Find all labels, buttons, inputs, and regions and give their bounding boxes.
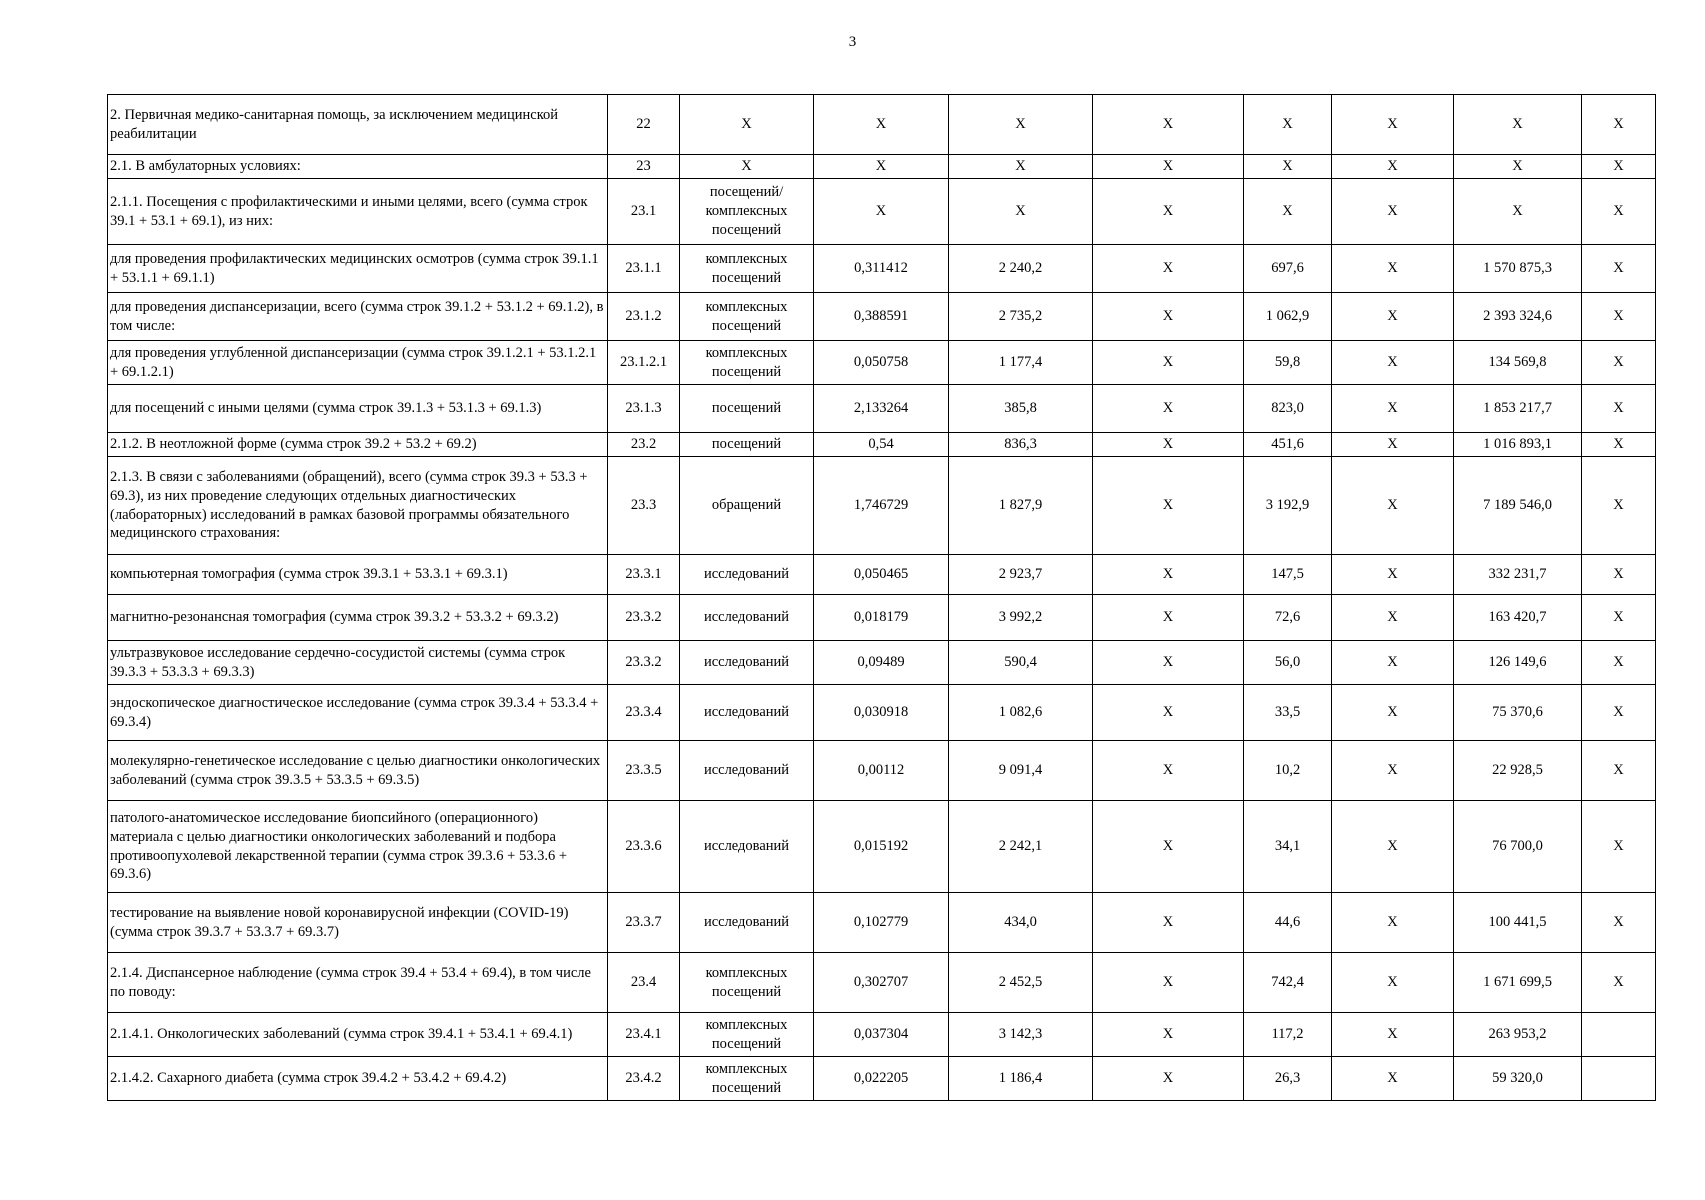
row-code-cell: 23.3.1 bbox=[608, 555, 680, 595]
table-row bbox=[108, 1013, 1656, 1057]
col-x-2-cell: Х bbox=[1332, 293, 1454, 341]
row-name-cell: для посещений с иными целями (сумма строк 39.1.3 + 53.1.3 + 69.1.3) bbox=[108, 385, 608, 433]
col-x-1-cell: Х bbox=[1093, 245, 1244, 293]
col-x-2-cell: Х bbox=[1332, 341, 1454, 385]
per-capita-cell: Х bbox=[1244, 95, 1332, 155]
per-capita-cell: 823,0 bbox=[1244, 385, 1332, 433]
col-x-3-cell: Х bbox=[1582, 385, 1656, 433]
unit-cell: исследований bbox=[680, 893, 814, 953]
volume-norm-cell: Х bbox=[814, 155, 949, 179]
col-x-3-cell: Х bbox=[1582, 893, 1656, 953]
col-x-1-cell: Х bbox=[1093, 641, 1244, 685]
col-x-3-cell: Х bbox=[1582, 555, 1656, 595]
row-name-cell: 2.1.4. Диспансерное наблюдение (сумма строк 39.4 + 53.4 + 69.4), в том числе по поводу: bbox=[108, 953, 608, 1013]
per-capita-cell: 33,5 bbox=[1244, 685, 1332, 741]
cost-norm-cell: 3 142,3 bbox=[949, 1013, 1093, 1057]
row-code-cell: 23.1 bbox=[608, 179, 680, 245]
per-capita-cell: 26,3 bbox=[1244, 1057, 1332, 1101]
col-x-2-cell: Х bbox=[1332, 457, 1454, 555]
table-row bbox=[108, 953, 1656, 1013]
total-sum-cell: 332 231,7 bbox=[1454, 555, 1582, 595]
total-sum-cell: 126 149,6 bbox=[1454, 641, 1582, 685]
volume-norm-cell: 0,54 bbox=[814, 433, 949, 457]
col-x-3-cell: Х bbox=[1582, 155, 1656, 179]
unit-cell: Х bbox=[680, 155, 814, 179]
row-name-cell: магнитно-резонансная томография (сумма строк 39.3.2 + 53.3.2 + 69.3.2) bbox=[108, 595, 608, 641]
unit-cell: исследований bbox=[680, 741, 814, 801]
unit-cell: комплексных посещений bbox=[680, 1057, 814, 1101]
cost-norm-cell: 2 240,2 bbox=[949, 245, 1093, 293]
col-x-3-cell: Х bbox=[1582, 741, 1656, 801]
row-code-cell: 23.3.2 bbox=[608, 595, 680, 641]
table-row bbox=[108, 685, 1656, 741]
total-sum-cell: 7 189 546,0 bbox=[1454, 457, 1582, 555]
col-x-1-cell: Х bbox=[1093, 95, 1244, 155]
unit-cell: комплексных посещений bbox=[680, 293, 814, 341]
total-sum-cell: 1 853 217,7 bbox=[1454, 385, 1582, 433]
unit-cell: комплексных посещений bbox=[680, 341, 814, 385]
col-x-3-cell: Х bbox=[1582, 245, 1656, 293]
total-sum-cell: 1 671 699,5 bbox=[1454, 953, 1582, 1013]
volume-norm-cell: 0,388591 bbox=[814, 293, 949, 341]
col-x-2-cell: Х bbox=[1332, 641, 1454, 685]
volume-norm-cell: Х bbox=[814, 179, 949, 245]
total-sum-cell: 163 420,7 bbox=[1454, 595, 1582, 641]
row-name-cell: 2.1. В амбулаторных условиях: bbox=[108, 155, 608, 179]
unit-cell: комплексных посещений bbox=[680, 245, 814, 293]
row-name-cell: патолого-анатомическое исследование биопсийного (операционного) материала с целью диагностики онкологических заболеваний и подбора противоопухолевой лекарственной терапии (сумма строк 39.3.6 + 53.3.6 + 69.3.6) bbox=[108, 801, 608, 893]
volume-norm-cell: 0,102779 bbox=[814, 893, 949, 953]
table-row bbox=[108, 385, 1656, 433]
cost-norm-cell: 1 082,6 bbox=[949, 685, 1093, 741]
row-code-cell: 23.4 bbox=[608, 953, 680, 1013]
cost-norm-cell: 1 177,4 bbox=[949, 341, 1093, 385]
total-sum-cell: 76 700,0 bbox=[1454, 801, 1582, 893]
col-x-3-cell: Х bbox=[1582, 293, 1656, 341]
row-code-cell: 23.3.2 bbox=[608, 641, 680, 685]
row-name-cell: 2.1.3. В связи с заболеваниями (обращений), всего (сумма строк 39.3 + 53.3 + 69.3), из них проведение следующих отдельных диагностических (лабораторных) исследований в рамках базовой программы обязательного медицинского страхования: bbox=[108, 457, 608, 555]
data-table bbox=[107, 94, 1656, 1101]
row-name-cell: 2.1.2. В неотложной форме (сумма строк 39.2 + 53.2 + 69.2) bbox=[108, 433, 608, 457]
total-sum-cell: 59 320,0 bbox=[1454, 1057, 1582, 1101]
unit-cell: комплексных посещений bbox=[680, 1013, 814, 1057]
cost-norm-cell: 3 992,2 bbox=[949, 595, 1093, 641]
unit-cell: исследований bbox=[680, 641, 814, 685]
table-row bbox=[108, 555, 1656, 595]
unit-cell: посещений/ комплексных посещений bbox=[680, 179, 814, 245]
col-x-3-cell: Х bbox=[1582, 801, 1656, 893]
per-capita-cell: 56,0 bbox=[1244, 641, 1332, 685]
col-x-2-cell: Х bbox=[1332, 433, 1454, 457]
unit-cell: комплексных посещений bbox=[680, 953, 814, 1013]
col-x-3-cell: Х bbox=[1582, 433, 1656, 457]
col-x-3-cell: Х bbox=[1582, 341, 1656, 385]
col-x-2-cell: Х bbox=[1332, 95, 1454, 155]
col-x-1-cell: Х bbox=[1093, 457, 1244, 555]
col-x-1-cell: Х bbox=[1093, 385, 1244, 433]
per-capita-cell: 451,6 bbox=[1244, 433, 1332, 457]
cost-norm-cell: Х bbox=[949, 179, 1093, 245]
row-name-cell: 2.1.4.1. Онкологических заболеваний (сумма строк 39.4.1 + 53.4.1 + 69.4.1) bbox=[108, 1013, 608, 1057]
volume-norm-cell: 0,015192 bbox=[814, 801, 949, 893]
unit-cell: Х bbox=[680, 95, 814, 155]
col-x-2-cell: Х bbox=[1332, 385, 1454, 433]
col-x-1-cell: Х bbox=[1093, 685, 1244, 741]
total-sum-cell: 2 393 324,6 bbox=[1454, 293, 1582, 341]
col-x-2-cell: Х bbox=[1332, 155, 1454, 179]
col-x-3-cell: Х bbox=[1582, 179, 1656, 245]
table-row bbox=[108, 457, 1656, 555]
volume-norm-cell: 0,022205 bbox=[814, 1057, 949, 1101]
table-row bbox=[108, 245, 1656, 293]
row-code-cell: 23.1.2 bbox=[608, 293, 680, 341]
total-sum-cell: Х bbox=[1454, 155, 1582, 179]
row-name-cell: эндоскопическое диагностическое исследование (сумма строк 39.3.4 + 53.3.4 + 69.3.4) bbox=[108, 685, 608, 741]
row-name-cell: 2. Первичная медико-санитарная помощь, за исключением медицинской реабилитации bbox=[108, 95, 608, 155]
col-x-3-cell: Х bbox=[1582, 685, 1656, 741]
per-capita-cell: 34,1 bbox=[1244, 801, 1332, 893]
table-row bbox=[108, 341, 1656, 385]
cost-norm-cell: 9 091,4 bbox=[949, 741, 1093, 801]
row-code-cell: 23.3.6 bbox=[608, 801, 680, 893]
row-code-cell: 22 bbox=[608, 95, 680, 155]
total-sum-cell: 22 928,5 bbox=[1454, 741, 1582, 801]
col-x-2-cell: Х bbox=[1332, 801, 1454, 893]
volume-norm-cell: 1,746729 bbox=[814, 457, 949, 555]
unit-cell: исследований bbox=[680, 801, 814, 893]
cost-norm-cell: 385,8 bbox=[949, 385, 1093, 433]
col-x-3-cell: Х bbox=[1582, 641, 1656, 685]
row-name-cell: компьютерная томография (сумма строк 39.3.1 + 53.3.1 + 69.3.1) bbox=[108, 555, 608, 595]
volume-norm-cell: Х bbox=[814, 95, 949, 155]
table-row bbox=[108, 1057, 1656, 1101]
volume-norm-cell: 0,037304 bbox=[814, 1013, 949, 1057]
row-code-cell: 23.3.7 bbox=[608, 893, 680, 953]
row-name-cell: тестирование на выявление новой коронавирусной инфекции (COVID-19) (сумма строк 39.3.7 + 53.3.7 + 69.3.7) bbox=[108, 893, 608, 953]
volume-norm-cell: 0,050758 bbox=[814, 341, 949, 385]
col-x-2-cell: Х bbox=[1332, 953, 1454, 1013]
row-code-cell: 23.2 bbox=[608, 433, 680, 457]
unit-cell: обращений bbox=[680, 457, 814, 555]
table-row bbox=[108, 293, 1656, 341]
per-capita-cell: Х bbox=[1244, 179, 1332, 245]
col-x-3-cell bbox=[1582, 1057, 1656, 1101]
row-name-cell: 2.1.1. Посещения с профилактическими и иными целями, всего (сумма строк 39.1 + 53.1 + 69.1), из них: bbox=[108, 179, 608, 245]
cost-norm-cell: 1 186,4 bbox=[949, 1057, 1093, 1101]
col-x-1-cell: Х bbox=[1093, 293, 1244, 341]
row-code-cell: 23.3 bbox=[608, 457, 680, 555]
total-sum-cell: Х bbox=[1454, 179, 1582, 245]
volume-norm-cell: 0,311412 bbox=[814, 245, 949, 293]
col-x-2-cell: Х bbox=[1332, 179, 1454, 245]
cost-norm-cell: 2 735,2 bbox=[949, 293, 1093, 341]
col-x-1-cell: Х bbox=[1093, 1013, 1244, 1057]
total-sum-cell: 1 570 875,3 bbox=[1454, 245, 1582, 293]
cost-norm-cell: 1 827,9 bbox=[949, 457, 1093, 555]
row-name-cell: для проведения углубленной диспансеризации (сумма строк 39.1.2.1 + 53.1.2.1 + 69.1.2.1) bbox=[108, 341, 608, 385]
table-row bbox=[108, 893, 1656, 953]
col-x-3-cell: Х bbox=[1582, 953, 1656, 1013]
col-x-1-cell: Х bbox=[1093, 433, 1244, 457]
volume-norm-cell: 0,018179 bbox=[814, 595, 949, 641]
total-sum-cell: 1 016 893,1 bbox=[1454, 433, 1582, 457]
page-number: 3 bbox=[848, 34, 857, 50]
row-name-cell: ультразвуковое исследование сердечно-сосудистой системы (сумма строк 39.3.3 + 53.3.3 + 69.3.3) bbox=[108, 641, 608, 685]
volume-norm-cell: 0,00112 bbox=[814, 741, 949, 801]
row-name-cell: для проведения профилактических медицинских осмотров (сумма строк 39.1.1 + 53.1.1 + 69.1.1) bbox=[108, 245, 608, 293]
cost-norm-cell: 590,4 bbox=[949, 641, 1093, 685]
col-x-2-cell: Х bbox=[1332, 1013, 1454, 1057]
volume-norm-cell: 0,050465 bbox=[814, 555, 949, 595]
per-capita-cell: 3 192,9 bbox=[1244, 457, 1332, 555]
col-x-1-cell: Х bbox=[1093, 893, 1244, 953]
per-capita-cell: 72,6 bbox=[1244, 595, 1332, 641]
col-x-1-cell: Х bbox=[1093, 801, 1244, 893]
per-capita-cell: 742,4 bbox=[1244, 953, 1332, 1013]
row-code-cell: 23.1.2.1 bbox=[608, 341, 680, 385]
col-x-1-cell: Х bbox=[1093, 155, 1244, 179]
row-code-cell: 23.1.3 bbox=[608, 385, 680, 433]
total-sum-cell: 263 953,2 bbox=[1454, 1013, 1582, 1057]
volume-norm-cell: 0,302707 bbox=[814, 953, 949, 1013]
per-capita-cell: 117,2 bbox=[1244, 1013, 1332, 1057]
cost-norm-cell: 2 923,7 bbox=[949, 555, 1093, 595]
total-sum-cell: Х bbox=[1454, 95, 1582, 155]
row-name-cell: молекулярно-генетическое исследование с целью диагностики онкологических заболеваний (сумма строк 39.3.5 + 53.3.5 + 69.3.5) bbox=[108, 741, 608, 801]
table-row bbox=[108, 641, 1656, 685]
cost-norm-cell: Х bbox=[949, 95, 1093, 155]
unit-cell: исследований bbox=[680, 685, 814, 741]
unit-cell: посещений bbox=[680, 385, 814, 433]
col-x-1-cell: Х bbox=[1093, 595, 1244, 641]
table-row bbox=[108, 801, 1656, 893]
col-x-2-cell: Х bbox=[1332, 1057, 1454, 1101]
row-code-cell: 23.3.5 bbox=[608, 741, 680, 801]
table-row bbox=[108, 741, 1656, 801]
cost-norm-cell: 2 242,1 bbox=[949, 801, 1093, 893]
cost-norm-cell: 2 452,5 bbox=[949, 953, 1093, 1013]
total-sum-cell: 100 441,5 bbox=[1454, 893, 1582, 953]
volume-norm-cell: 0,09489 bbox=[814, 641, 949, 685]
per-capita-cell: 59,8 bbox=[1244, 341, 1332, 385]
unit-cell: исследований bbox=[680, 555, 814, 595]
col-x-1-cell: Х bbox=[1093, 555, 1244, 595]
row-code-cell: 23.4.2 bbox=[608, 1057, 680, 1101]
col-x-1-cell: Х bbox=[1093, 341, 1244, 385]
table-row bbox=[108, 155, 1656, 179]
row-name-cell: для проведения диспансеризации, всего (сумма строк 39.1.2 + 53.1.2 + 69.1.2), в том числе: bbox=[108, 293, 608, 341]
volume-norm-cell: 0,030918 bbox=[814, 685, 949, 741]
unit-cell: посещений bbox=[680, 433, 814, 457]
per-capita-cell: 697,6 bbox=[1244, 245, 1332, 293]
table-row bbox=[108, 433, 1656, 457]
per-capita-cell: 147,5 bbox=[1244, 555, 1332, 595]
table-body bbox=[108, 95, 1656, 1101]
row-code-cell: 23 bbox=[608, 155, 680, 179]
table-row bbox=[108, 179, 1656, 245]
table-row bbox=[108, 595, 1656, 641]
total-sum-cell: 134 569,8 bbox=[1454, 341, 1582, 385]
col-x-2-cell: Х bbox=[1332, 555, 1454, 595]
cost-norm-cell: 434,0 bbox=[949, 893, 1093, 953]
col-x-3-cell: Х bbox=[1582, 95, 1656, 155]
per-capita-cell: 10,2 bbox=[1244, 741, 1332, 801]
cost-norm-cell: Х bbox=[949, 155, 1093, 179]
col-x-1-cell: Х bbox=[1093, 179, 1244, 245]
col-x-1-cell: Х bbox=[1093, 953, 1244, 1013]
col-x-2-cell: Х bbox=[1332, 245, 1454, 293]
col-x-3-cell bbox=[1582, 1013, 1656, 1057]
col-x-2-cell: Х bbox=[1332, 741, 1454, 801]
col-x-2-cell: Х bbox=[1332, 595, 1454, 641]
row-code-cell: 23.4.1 bbox=[608, 1013, 680, 1057]
col-x-1-cell: Х bbox=[1093, 1057, 1244, 1101]
row-name-cell: 2.1.4.2. Сахарного диабета (сумма строк 39.4.2 + 53.4.2 + 69.4.2) bbox=[108, 1057, 608, 1101]
per-capita-cell: Х bbox=[1244, 155, 1332, 179]
per-capita-cell: 1 062,9 bbox=[1244, 293, 1332, 341]
row-code-cell: 23.3.4 bbox=[608, 685, 680, 741]
col-x-1-cell: Х bbox=[1093, 741, 1244, 801]
unit-cell: исследований bbox=[680, 595, 814, 641]
volume-norm-cell: 2,133264 bbox=[814, 385, 949, 433]
per-capita-cell: 44,6 bbox=[1244, 893, 1332, 953]
total-sum-cell: 75 370,6 bbox=[1454, 685, 1582, 741]
col-x-3-cell: Х bbox=[1582, 457, 1656, 555]
col-x-3-cell: Х bbox=[1582, 595, 1656, 641]
col-x-2-cell: Х bbox=[1332, 685, 1454, 741]
table-row bbox=[108, 95, 1656, 155]
col-x-2-cell: Х bbox=[1332, 893, 1454, 953]
cost-norm-cell: 836,3 bbox=[949, 433, 1093, 457]
row-code-cell: 23.1.1 bbox=[608, 245, 680, 293]
